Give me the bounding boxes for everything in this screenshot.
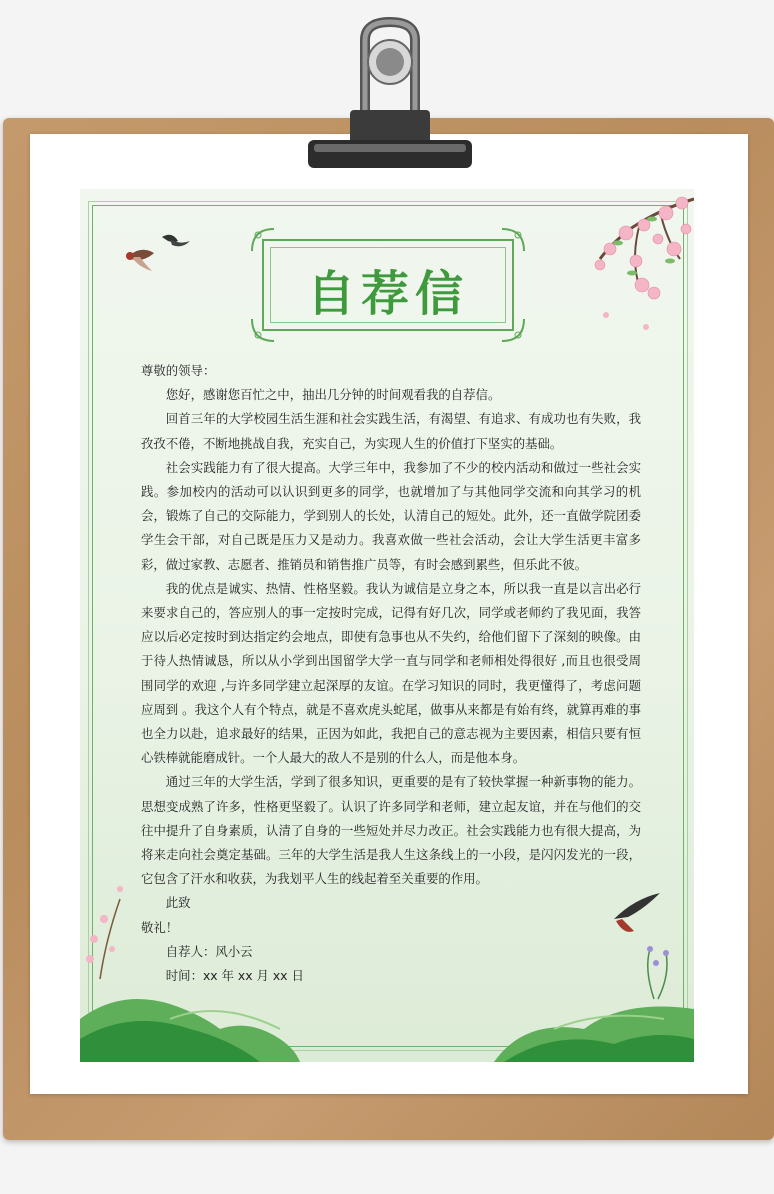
title-frame <box>262 239 514 331</box>
paragraph: 您好，感谢您百忙之中，抽出几分钟的时间观看我的自荐信。 <box>165 387 501 403</box>
regards-line: 敬礼！ <box>141 919 179 935</box>
paragraph: 我的优点是诚实、热情、性格坚毅。我认为诚信是立身之本，所以我一直是以言出必行来要求自己的，答应别人的事一定按时完成，记得有好几次，同学或老师约了我见面，我答应以后必定按时到达指定约会地点，即使有急事也从不失约，给他们留下了深刻的映像。由于待人热情诚恳，所以从小学到出国留学大学一直与同学和老师相处得很好 ,而且也很受周围同学的欢迎 ,与许多同学建立起深厚的友谊。在学习知识的同时，我更懂得了，考虑问题应周到 。我这个人有个特点，就是不喜欢虎头蛇尾，做事从来都是有始有终，就算再难的事也全力以赴，追求最好的结果，正因为如此，我把自己的意志视为主要因素，相信只要有恒心铁棒就能磨成针。一个人最大的敌人不是别的什么人，而是他本身。 <box>141 580 641 766</box>
paragraph: 社会实践能力有了很大提高。大学三年中，我参加了不少的校内活动和做过一些社会实践。参加校内的活动可以认识到更多的同学，也就增加了与其他同学交流和向其学习的机会，锻炼了自己的交际能力，学到别人的长处，认清自己的短处。此外，还一直做学院团委学生会干部，对自己既是压力又是动力。我喜欢做一些社会活动，会让大学生活更丰富多彩，做过家教、志愿者、推销员和销售推广员等，有时会感到累些，但乐此不彼。 <box>141 459 641 572</box>
letter-title: 自荐信 <box>306 266 469 322</box>
corner-ornament-icon <box>250 227 276 253</box>
salutation: 尊敬的领导： <box>141 363 216 378</box>
paragraph: 通过三年的大学生活，学到了很多知识，更重要的是有了较快掌握一种新事物的能力。思想变成熟了许多，性格更坚毅了。认识了许多同学和老师，建立起友谊，并在与他们的交往中提升了自身素质，认清了自身的一些短处并尽力改正。社会实践能力也有很大提高，为将来走向社会奠定基础。三年的大学生活是我人生这条线上的一小段，是闪闪发光的一段，它包含了汗水和收获，为我划平人生的线起着至关重要的作用。 <box>141 774 641 887</box>
binder-clip-icon <box>300 0 480 180</box>
paragraph: 回首三年的大学校园生活生涯和社会实践生活，有渴望、有追求、有成功也有失败，我孜孜不倦，不断地挑战自我，充实自己，为实现人生的价值打下坚实的基础。 <box>141 411 641 451</box>
hills-right-illustration <box>494 879 694 1062</box>
date-line: 时间：xx 年 xx 月 xx 日 <box>165 968 304 984</box>
swallows-illustration <box>118 227 198 287</box>
closing-line: 此致 <box>165 895 191 911</box>
cherry-blossom-branch <box>570 189 694 339</box>
hills-left-illustration <box>80 879 300 1062</box>
signer-line: 自荐人：风小云 <box>165 943 253 959</box>
letter-page <box>80 189 694 1062</box>
corner-ornament-icon <box>500 227 526 253</box>
